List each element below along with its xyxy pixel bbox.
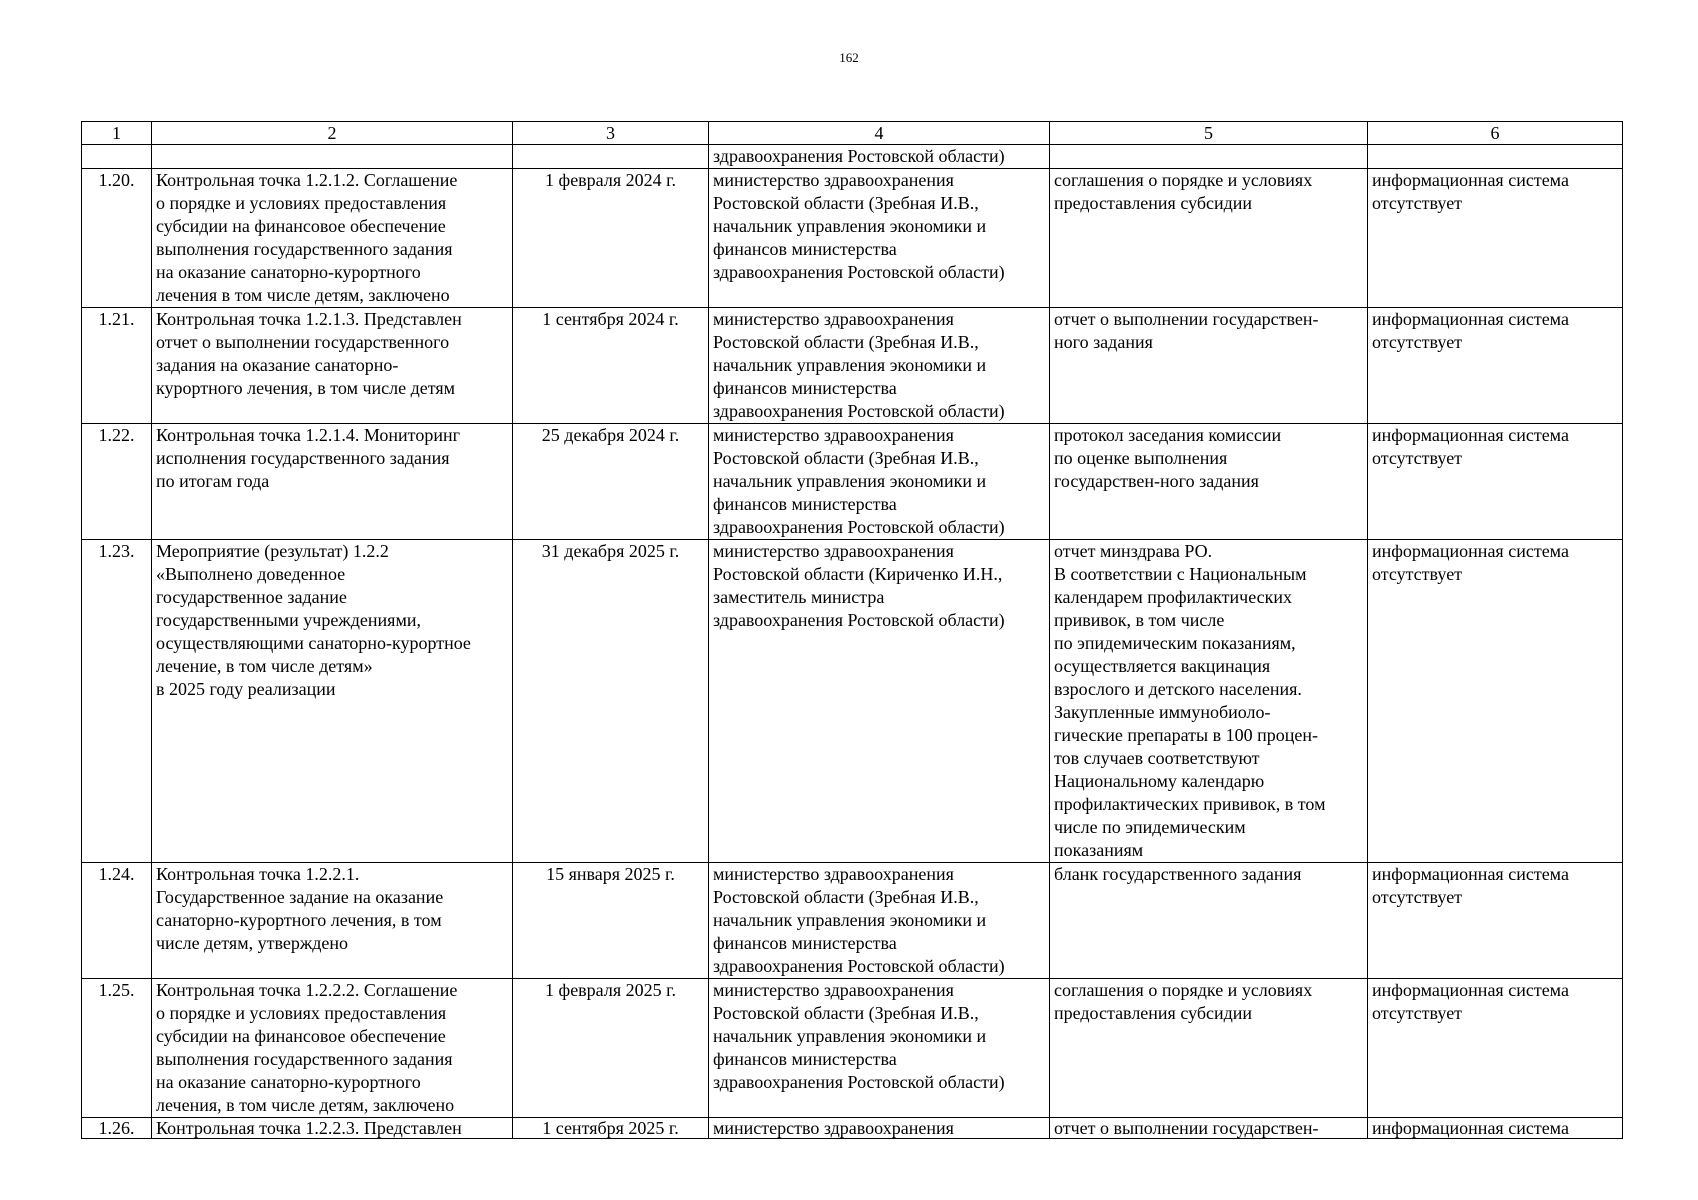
table-row bbox=[82, 169, 1623, 308]
cell-name: Контрольная точка 1.2.2.1. Государственное задание на оказание санаторно-курортного лечения, в том числе детям, утверждено bbox=[152, 863, 513, 979]
cell-responsible: здравоохранения Ростовской области) bbox=[709, 145, 1050, 169]
cell-system: информационная система отсутствует bbox=[1368, 540, 1623, 863]
table-row bbox=[82, 308, 1623, 424]
cell-responsible: министерство здравоохранения Ростовской области (Зребная И.В., начальник управления экономики и финансов министерства здравоохранения Ростовской области) bbox=[709, 979, 1050, 1118]
table-header-row bbox=[82, 122, 1623, 145]
header-col-3: 3 bbox=[513, 122, 709, 145]
cell-document bbox=[1050, 145, 1368, 169]
cell-num: 1.25. bbox=[82, 979, 152, 1118]
cell-name: Контрольная точка 1.2.1.2. Соглашение о порядке и условиях предоставления субсидии на финансовое обеспечение выполнения государственного задания на оказание санаторно-курортного лечения в том числе детям, заключено bbox=[152, 169, 513, 308]
header-col-5: 5 bbox=[1050, 122, 1368, 145]
continuation-row bbox=[82, 145, 1623, 169]
table-row bbox=[82, 540, 1623, 863]
cell-num: 1.21. bbox=[82, 308, 152, 424]
page-number: 162 bbox=[839, 50, 859, 65]
cell-name: Контрольная точка 1.2.2.3. Представлен bbox=[152, 1118, 513, 1139]
table-row bbox=[82, 979, 1623, 1118]
table-row bbox=[82, 863, 1623, 979]
cell-document: отчет о выполнении государствен- bbox=[1050, 1118, 1368, 1139]
cell-date: 25 декабря 2024 г. bbox=[513, 424, 709, 540]
table-row bbox=[82, 424, 1623, 540]
cell-date: 31 декабря 2025 г. bbox=[513, 540, 709, 863]
cell-document: отчет о выполнении государствен- ного задания bbox=[1050, 308, 1368, 424]
header-col-6: 6 bbox=[1368, 122, 1623, 145]
cell-name: Мероприятие (результат) 1.2.2 «Выполнено доведенное государственное задание государственными учреждениями, осуществляющими санаторно-курортное лечение, в том числе детям» в 2025 году реализации bbox=[152, 540, 513, 863]
cell-document: соглашения о порядке и условиях предоставления субсидии bbox=[1050, 979, 1368, 1118]
cell-date: 15 января 2025 г. bbox=[513, 863, 709, 979]
cell-date bbox=[513, 145, 709, 169]
cell-document: отчет минздрава РО. В соответствии с Национальным календарем профилактических прививок, в том числе по эпидемическим показаниям, осуществляется вакцинация взрослого и детского населения. Закупленные иммунобиоло- гические препараты в 100 процен- тов случаев соответствуют Национальному календарю профилактических прививок, в том числе по эпидемическим показаниям bbox=[1050, 540, 1368, 863]
cell-num: 1.26. bbox=[82, 1118, 152, 1139]
cell-date: 1 февраля 2025 г. bbox=[513, 979, 709, 1118]
cell-system: информационная система отсутствует bbox=[1368, 979, 1623, 1118]
cell-document: протокол заседания комиссии по оценке выполнения государствен-ного задания bbox=[1050, 424, 1368, 540]
cell-num: 1.20. bbox=[82, 169, 152, 308]
cell-name bbox=[152, 145, 513, 169]
cell-system: информационная система отсутствует bbox=[1368, 169, 1623, 308]
cell-num: 1.24. bbox=[82, 863, 152, 979]
cell-document: соглашения о порядке и условиях предоставления субсидии bbox=[1050, 169, 1368, 308]
cell-date: 1 февраля 2024 г. bbox=[513, 169, 709, 308]
header-col-4: 4 bbox=[709, 122, 1050, 145]
cell-name: Контрольная точка 1.2.2.2. Соглашение о порядке и условиях предоставления субсидии на финансовое обеспечение выполнения государственного задания на оказание санаторно-курортного лечения, в том числе детям, заключено bbox=[152, 979, 513, 1118]
cell-responsible: министерство здравоохранения Ростовской области (Зребная И.В., начальник управления экономики и финансов министерства здравоохранения Ростовской области) bbox=[709, 169, 1050, 308]
plan-table bbox=[81, 121, 1623, 1139]
cell-responsible: министерство здравоохранения Ростовской области (Зребная И.В., начальник управления экономики и финансов министерства здравоохранения Ростовской области) bbox=[709, 424, 1050, 540]
cell-num bbox=[82, 145, 152, 169]
cell-responsible: министерство здравоохранения Ростовской области (Кириченко И.Н., заместитель министра здравоохранения Ростовской области) bbox=[709, 540, 1050, 863]
cell-date: 1 сентября 2024 г. bbox=[513, 308, 709, 424]
cell-system: информационная система отсутствует bbox=[1368, 424, 1623, 540]
cell-name: Контрольная точка 1.2.1.4. Мониторинг исполнения государственного задания по итогам года bbox=[152, 424, 513, 540]
cell-system: информационная система bbox=[1368, 1118, 1623, 1139]
cell-document: бланк государственного задания bbox=[1050, 863, 1368, 979]
cell-responsible: министерство здравоохранения Ростовской области (Зребная И.В., начальник управления экономики и финансов министерства здравоохранения Ростовской области) bbox=[709, 863, 1050, 979]
cell-name: Контрольная точка 1.2.1.3. Представлен отчет о выполнении государственного задания на оказание санаторно- курортного лечения, в том числе детям bbox=[152, 308, 513, 424]
cell-responsible: министерство здравоохранения Ростовской области (Зребная И.В., начальник управления экономики и финансов министерства здравоохранения Ростовской области) bbox=[709, 308, 1050, 424]
table-row bbox=[82, 1118, 1623, 1139]
cell-num: 1.22. bbox=[82, 424, 152, 540]
cell-system bbox=[1368, 145, 1623, 169]
cell-responsible: министерство здравоохранения bbox=[709, 1118, 1050, 1139]
header-col-2: 2 bbox=[152, 122, 513, 145]
header-col-1: 1 bbox=[82, 122, 152, 145]
cell-num: 1.23. bbox=[82, 540, 152, 863]
cell-system: информационная система отсутствует bbox=[1368, 308, 1623, 424]
cell-system: информационная система отсутствует bbox=[1368, 863, 1623, 979]
cell-date: 1 сентября 2025 г. bbox=[513, 1118, 709, 1139]
